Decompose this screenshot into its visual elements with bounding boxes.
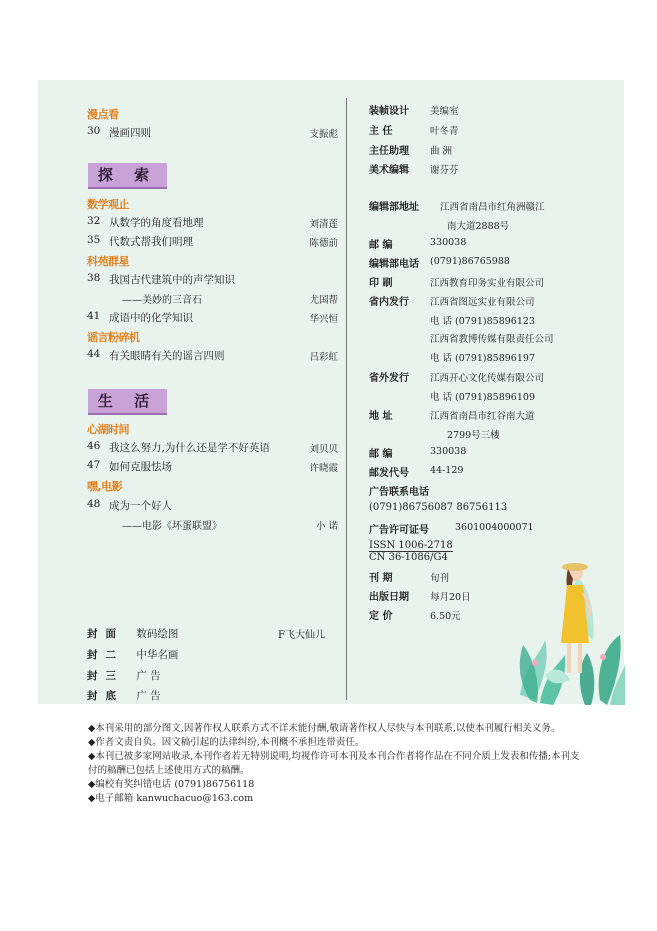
cover-credit: F飞大仙儿 (278, 630, 325, 641)
section-title-tansuo: 探 索 (88, 163, 167, 189)
info-label: 主 任 (369, 126, 393, 137)
info-value: 曲 洲 (430, 146, 453, 157)
cn-number: CN 36-1086/G4 (369, 552, 448, 563)
info-label: 广告联系电话 (369, 487, 429, 498)
column-header-mandiankan: 漫点看 (87, 108, 119, 121)
info-label: 省外发行 (369, 373, 409, 384)
entry-title[interactable]: 成语中的化学知识 (109, 312, 193, 324)
girl-plants-illustration (515, 545, 625, 705)
entry-author: 刘清莲 (309, 219, 338, 230)
info-phone: 电 话 (0791)85896123 (430, 316, 535, 327)
column-header-dianying: 嘿,电影 (87, 480, 123, 493)
info-label: 印 刷 (369, 278, 393, 289)
entry-author: 刘贝贝 (309, 444, 338, 455)
info-label: 出版日期 (369, 592, 409, 603)
info-value: 3601004000071 (455, 522, 534, 533)
cover-value: 广 告 (136, 670, 161, 682)
info-value: 叶冬青 (430, 126, 459, 137)
info-value: 6.50元 (430, 611, 461, 622)
cover-value: 中华名画 (136, 649, 179, 661)
info-label: 邮发代号 (369, 468, 409, 479)
entry-title[interactable]: 如何克服怯场 (109, 461, 172, 473)
entry-title[interactable]: 成为一个好人 (109, 500, 172, 512)
column-header-kexue: 科苑群星 (87, 255, 129, 268)
info-value: 330038 (430, 446, 467, 457)
info-value: 江西省南昌市红谷南大道 (430, 411, 535, 422)
entry-title[interactable]: 漫画四则 (109, 127, 151, 139)
cover-label: 封二 (87, 649, 124, 661)
section-title-shenghuo: 生 活 (88, 389, 167, 415)
entry-subtitle: ——电影《坏蛋联盟》 (122, 521, 222, 532)
entry-number: 30 (87, 125, 101, 137)
info-value: 江西省图远实业有限公司 (430, 297, 535, 308)
entry-number: 32 (87, 215, 101, 227)
info-value: 旬刊 (430, 573, 450, 584)
entry-author: 陈德前 (309, 238, 338, 249)
entry-author: 华兴恒 (309, 314, 338, 325)
footnote: ◆作者文责自负。因文稿引起的法律纠纷,本刊概不承担连带责任。 (88, 737, 365, 748)
cover-label: 封三 (87, 670, 124, 682)
info-phone: 电 话 (0791)85896109 (430, 392, 535, 403)
info-label: 主任助理 (369, 146, 409, 157)
info-value: (0791)86765988 (430, 256, 510, 267)
entry-title[interactable]: 有关眼睛有关的谣言四则 (109, 350, 225, 362)
info-label: 编辑部地址 (369, 202, 419, 213)
entry-number: 41 (87, 310, 101, 322)
info-label: 地 址 (369, 411, 393, 422)
entry-title[interactable]: 从数学的角度看地理 (109, 217, 204, 229)
entry-number: 46 (87, 440, 101, 452)
info-value: 江西省南昌市红角洲赣江 (440, 202, 545, 213)
issn-block (369, 540, 453, 563)
footnote: ◆编校有奖纠错电话 (0791)86756118 (88, 779, 255, 790)
entry-number: 35 (87, 234, 101, 246)
info-label: 邮 编 (369, 449, 393, 460)
footnote: ◆本刊已被多家网站收录,本刊作者若无特别说明,均视作许可本刊及本刊合作者将作品在不同介质上发表和传播;本刊支付的稿酬已包括上述使用方式的稿酬。 (88, 751, 580, 776)
info-value: (0791)86756087 86756113 (369, 502, 508, 513)
entry-title[interactable]: 我国古代建筑中的声学知识 (109, 274, 235, 286)
entry-number: 47 (87, 459, 101, 471)
column-header-xinling: 心湖时间 (87, 423, 129, 436)
cover-row (87, 647, 178, 662)
entry-author: 尤国帮 (309, 295, 338, 306)
entry-title[interactable]: 代数式帮我们明理 (109, 236, 193, 248)
info-label: 省内发行 (369, 297, 409, 308)
column-header-shuxue: 数学观止 (87, 198, 129, 211)
info-value: 44-129 (430, 465, 464, 476)
cover-value: 数码绘图 (136, 628, 179, 640)
footnote: ◆本刊采用的部分图文,因著作权人联系方式不详未能付酬,敬请著作权人尽快与本刊联系,以使本刊履行相关义务。 (88, 723, 561, 734)
info-label: 美术编辑 (369, 165, 409, 176)
info-value: 江西省教博传媒有限责任公司 (430, 334, 554, 345)
column-divider (346, 98, 347, 700)
footnotes (88, 722, 584, 806)
info-value: 每月20日 (430, 592, 471, 603)
cover-row (87, 688, 161, 703)
info-value: 江西教育印务实业有限公司 (430, 278, 545, 289)
entry-subtitle: ——美妙的三音石 (122, 295, 202, 306)
entry-author: 支振彪 (309, 129, 338, 140)
info-value: 美编室 (430, 106, 459, 117)
info-value: 330038 (430, 237, 467, 248)
entry-author: 吕彩虹 (309, 352, 338, 363)
info-value: 南大道2888号 (447, 221, 510, 232)
info-label: 装帧设计 (369, 106, 409, 117)
info-label: 邮 编 (369, 240, 393, 251)
entry-title[interactable]: 我这么努力,为什么还是学不好英语 (109, 442, 270, 454)
footnote-email[interactable]: ◆电子邮箱 kanwuchacuo@163.com (88, 793, 254, 804)
entry-number: 44 (87, 348, 101, 360)
cover-label: 封面 (87, 628, 124, 640)
info-label: 定 价 (369, 611, 393, 622)
entry-author: 小 诺 (315, 521, 338, 532)
info-value: 江西开心文化传媒有限公司 (430, 373, 545, 384)
entry-number: 38 (87, 272, 101, 284)
cover-row (87, 626, 178, 641)
cover-row (87, 668, 161, 683)
issn: ISSN 1006-2718 (369, 540, 453, 551)
cover-value: 广 告 (136, 690, 161, 702)
cover-label: 封底 (87, 690, 124, 702)
column-header-yaoyan: 谣言粉碎机 (87, 331, 140, 344)
info-phone: 电 话 (0791)85896197 (430, 353, 535, 364)
info-label: 编辑部电话 (369, 259, 419, 270)
info-label: 刊 期 (369, 573, 393, 584)
info-label: 广告许可证号 (369, 525, 429, 536)
info-value: 2799号三楼 (447, 430, 500, 441)
entry-author: 许晓霞 (309, 463, 338, 474)
entry-number: 48 (87, 498, 101, 510)
info-value: 谢芬芬 (430, 165, 459, 176)
